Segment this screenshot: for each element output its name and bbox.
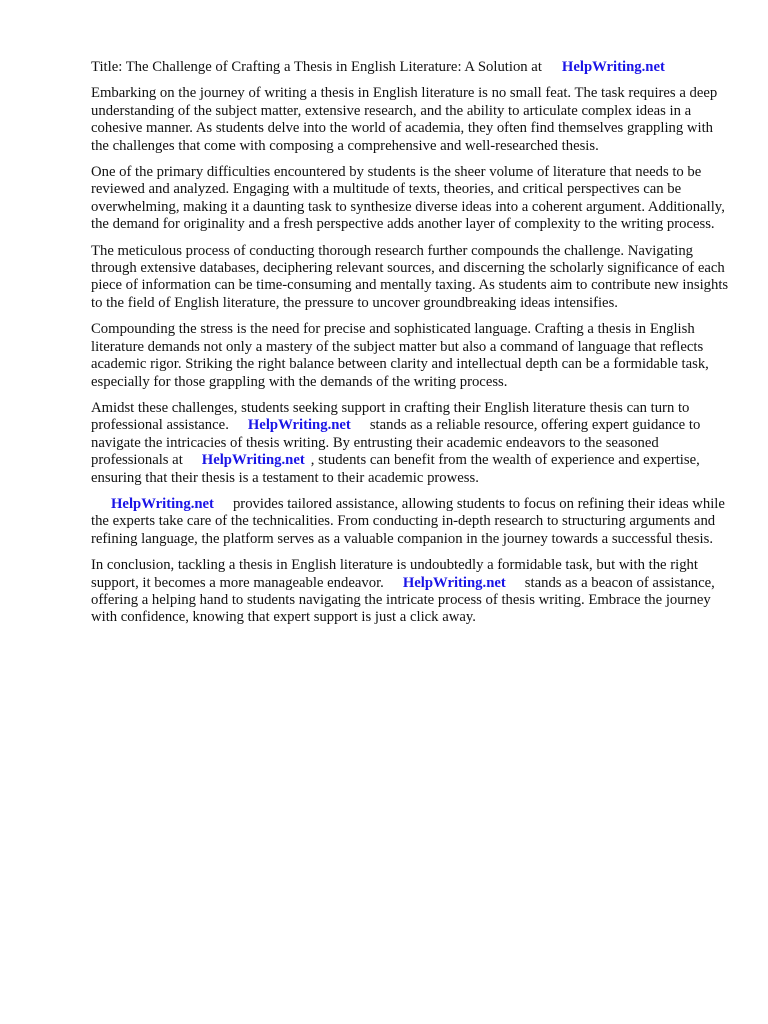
tailored-text: provides tailored assistance, allowing students to focus on refining their ideas while the experts take care of the technicalities. From conducting in-depth research to structuring arguments and refining language, the platform serves as a valuable companion in the journey towards a successful thesis. [91, 495, 725, 547]
paragraph-difficulties: One of the primary difficulties encountered by students is the sheer volume of literature that needs to be reviewed and analyzed. Engaging with a multitude of texts, theories, and critical perspectives can be overwhelming, making it a daunting task to synthesize diverse ideas into a coherent argument. Additionally, the demand for originality and a fresh perspective adds another layer of complexity to the writing process. [91, 164, 725, 233]
helpwriting-link-assistance-1[interactable]: HelpWriting.net [247, 417, 351, 434]
helpwriting-link-conclusion[interactable]: HelpWriting.net [402, 574, 506, 591]
conclusion-text-a: In conclusion, tackling a thesis in English literature is undoubtedly a formidable task, but with the right support, it becomes a more manageable endeavor. [91, 557, 698, 591]
title-text: Title: The Challenge of Crafting a Thesis in English Literature: A Solution at [91, 59, 542, 75]
helpwriting-link-assistance-2[interactable]: HelpWriting.net [201, 452, 305, 469]
paragraph-tailored [91, 496, 731, 548]
assistance-text-c: , students can benefit from the wealth of experience and expertise, ensuring that their thesis is a testament to their academic prowess. [91, 452, 700, 486]
paragraph-research: The meticulous process of conducting thorough research further compounds the challenge. Navigating through extensive databases, deciphering relevant sources, and discerning the scholarly significance of each piece of information can be time-consuming and mentally taxing. As students aim to contribute new insights to the field of English literature, the pressure to uncover groundbreaking ideas intensifies. [91, 242, 729, 311]
helpwriting-link-tailored[interactable]: HelpWriting.net [111, 495, 214, 512]
paragraph-language: Compounding the stress is the need for precise and sophisticated language. Crafting a thesis in English literature demands not only a mastery of the subject matter but also a command of language that reflects academic rigor. Striking the right balance between clarity and intellectual depth can be a formidable task, especially for those grappling with the demands of the writing process. [91, 321, 709, 390]
paragraph-conclusion [91, 557, 731, 627]
assistance-text-a: Amidst these challenges, students seeking support in crafting their English literature thesis can turn to professional assistance. [91, 399, 690, 434]
document-title [91, 59, 731, 76]
helpwriting-link-title[interactable]: HelpWriting.net [561, 59, 665, 75]
paragraph-intro: Embarking on the journey of writing a thesis in English literature is no small feat. The task requires a deep understanding of the subject matter, extensive research, and the ability to articulate complex ideas in a cohesive manner. As students delve into the world of academia, they often find themselves grappling with the challenges that come with composing a comprehensive and well-researched thesis. [91, 85, 718, 154]
assistance-text-b: stands as a reliable resource, offering expert guidance to navigate the intricacies of thesis writing. By entrusting their academic endeavors to the seasoned professionals at [91, 417, 701, 469]
paragraph-assistance [91, 400, 731, 487]
document-page [91, 59, 731, 636]
conclusion-text-b: stands as a beacon of assistance, offering a helping hand to students navigating the intricate process of thesis writing. Embrace the journey with confidence, knowing that expert support is just a click away. [91, 574, 715, 626]
